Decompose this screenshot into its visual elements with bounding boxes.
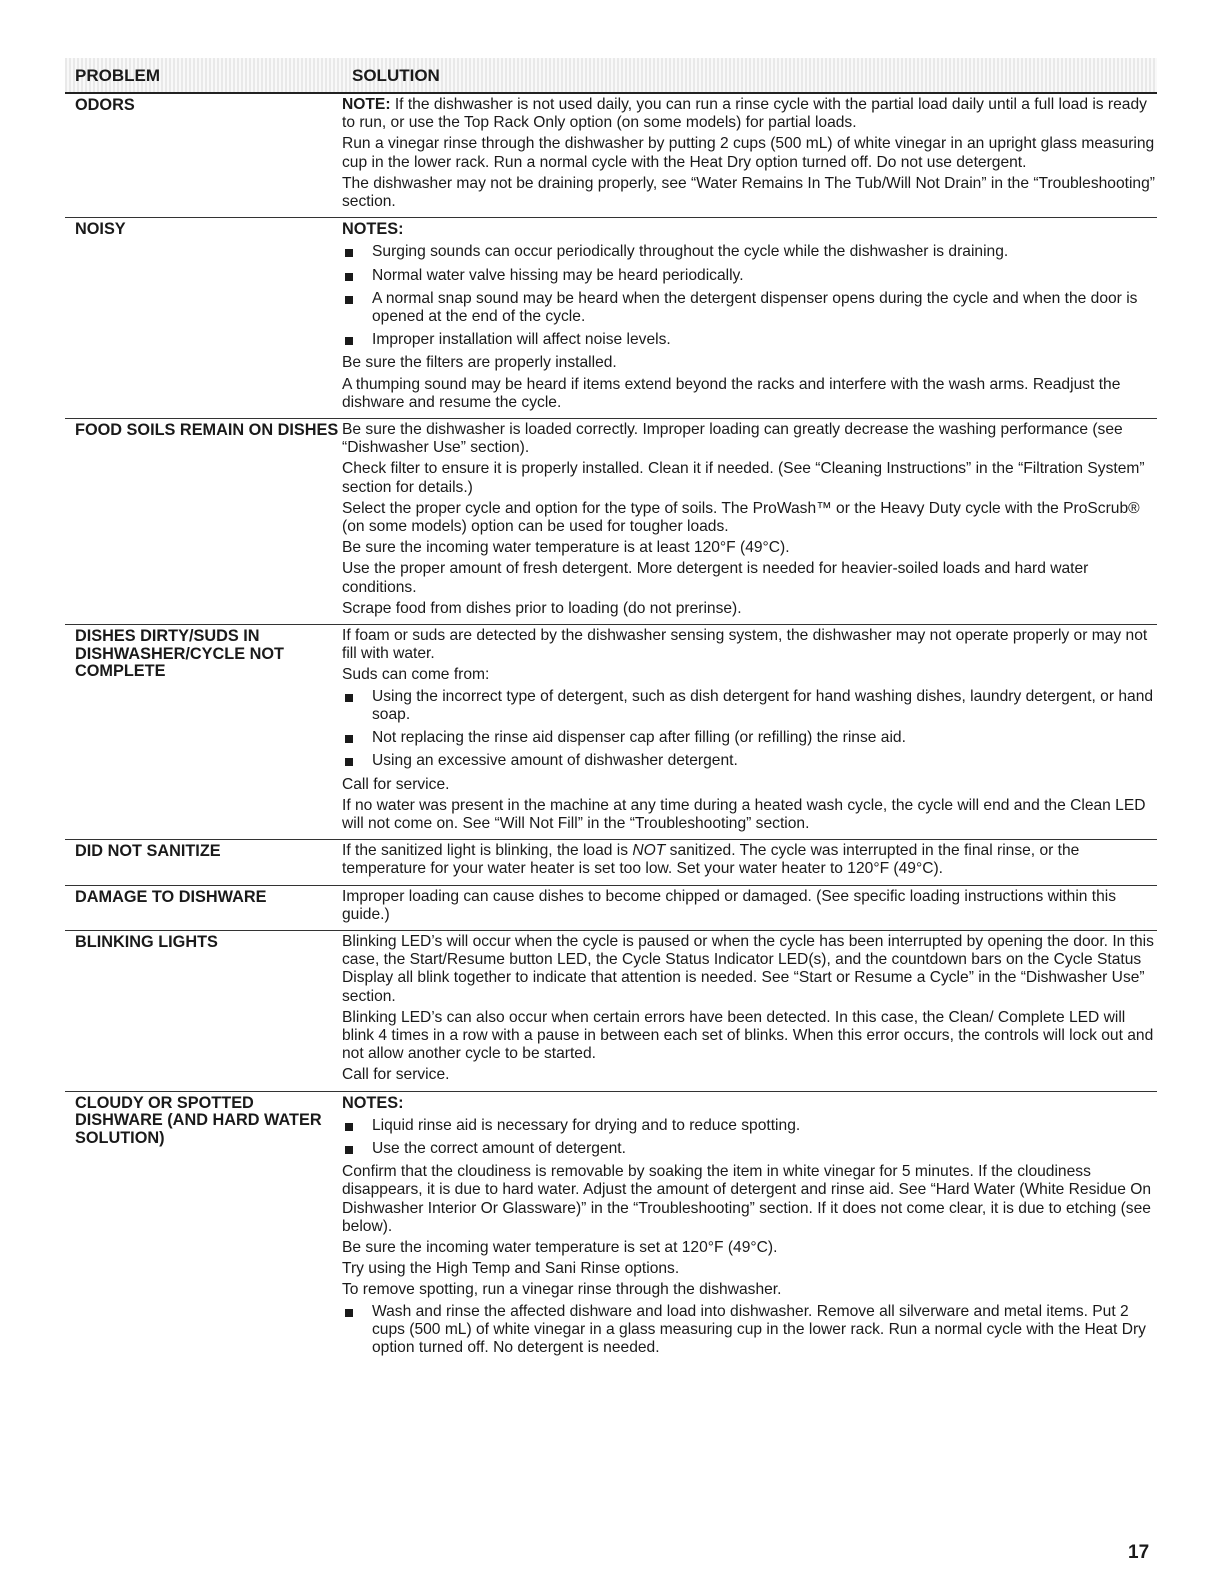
solution-paragraph <box>342 776 1157 794</box>
solution-column-header: SOLUTION <box>352 66 440 85</box>
page-number: 17 <box>1128 1542 1150 1563</box>
solution-paragraph <box>342 842 1157 878</box>
solution-paragraph <box>342 1239 1157 1257</box>
bullet-item: Wash and rinse the affected dishware and load into dishwasher. Remove all silverware and metal items. Put 2 cups (500 mL) of white vinegar in a glass measuring cup in the lower rack. Run a normal cycle with the Heat Dry option turned off. No detergent is needed. <box>342 1303 1157 1358</box>
paragraph-text: If foam or suds are detected by the dishwasher sensing system, the dishwasher may not operate properly or may not fill with water. <box>342 627 1148 663</box>
solution-paragraph <box>342 1163 1157 1236</box>
solution-cell <box>342 1094 1157 1363</box>
solution-cell <box>342 96 1157 214</box>
paragraph-text: Select the proper cycle and option for the type of soils. The ProWash™ or the Heavy Duty cycle with the ProScrub® (on some models) option can be used for tougher loads. <box>342 499 1140 536</box>
solution-cell <box>342 933 1157 1088</box>
solution-paragraph <box>342 797 1157 833</box>
solution-paragraph <box>342 888 1157 924</box>
paragraph-text: Check filter to ensure it is properly installed. Clean it if needed. (See “Cleaning Instructions” in the “Filtration System” section for details.) <box>342 460 1145 496</box>
paragraph-text: If the sanitized light is blinking, the load is <box>342 842 633 860</box>
solution-paragraph <box>342 1009 1157 1064</box>
bullet-item: Liquid rinse aid is necessary for drying and to reduce spotting. <box>342 1117 1157 1135</box>
paragraph-text: Improper loading can cause dishes to become chipped or damaged. (See specific loading instructions within this guide.) <box>342 887 1117 923</box>
bullet-item: Use the correct amount of detergent. <box>342 1140 1157 1158</box>
paragraph-text: Try using the High Temp and Sani Rinse options. <box>342 1260 680 1278</box>
table-row <box>65 218 1157 419</box>
paragraph-text: Blinking LED’s can also occur when certain errors have been detected. In this case, the Clean/ Complete LED will blink 4 times in a row with a pause in between each set of blinks. When this error occurs, the controls will lock out and not allow another cycle to be started. <box>342 1008 1154 1063</box>
solution-paragraph <box>342 354 1157 372</box>
bullet-item: Normal water valve hissing may be heard periodically. <box>342 267 1157 285</box>
table-row <box>65 419 1157 625</box>
paragraph-text: To remove spotting, run a vinegar rinse through the dishwasher. <box>342 1281 782 1299</box>
troubleshooting-table <box>65 58 1157 1365</box>
solution-paragraph <box>342 1260 1157 1278</box>
solution-paragraph <box>342 1066 1157 1084</box>
table-row <box>65 94 1157 218</box>
problem-label: DAMAGE TO DISHWARE <box>75 887 267 906</box>
paragraph-text: Be sure the dishwasher is loaded correctly. Improper loading can greatly decrease the washing performance (see “Dishwasher Use” section). <box>342 421 1123 457</box>
paragraph-text: sanitized. The cycle was interrupted in the final rinse, or the temperature for your water heater is set too low. Set your water heater to 120°F (49°C). <box>342 842 1080 878</box>
bullet-item: Using the incorrect type of detergent, such as dish detergent for hand washing dishes, laundry detergent, or hand soap. <box>342 688 1157 724</box>
paragraph-text: Scrape food from dishes prior to loading (do not prerinse). <box>342 599 742 617</box>
table-body <box>65 94 1157 1365</box>
paragraph-text: A thumping sound may be heard if items extend beyond the racks and interfere with the wash arms. Readjust the dishware and resume the cycle. <box>342 375 1121 411</box>
problem-label: NOISY <box>75 220 126 239</box>
solution-paragraph <box>342 421 1157 457</box>
paragraph-text: Blinking LED’s will occur when the cycle is paused or when the cycle has been interrupted by opening the door. In this case, the Start/Resume button LED, the Cycle Status Indicator LED(s), and the countdown bars on the Cycle Status Display all blink together to indicate that attention is needed. See “Start or Resume a Cycle” in the “Dishwasher Use” section. <box>342 932 1154 1005</box>
bullet-item: Surging sounds can occur periodically throughout the cycle while the dishwasher is draining. <box>342 243 1157 261</box>
solution-paragraph <box>342 666 1157 684</box>
solution-paragraph <box>342 933 1157 1006</box>
table-row <box>65 625 1157 840</box>
notes-heading: NOTES: <box>342 220 404 239</box>
solution-cell <box>342 421 1157 621</box>
problem-label: DID NOT SANITIZE <box>75 842 221 861</box>
table-row <box>65 931 1157 1092</box>
problem-label: DISHES DIRTY/SUDS IN DISHWASHER/CYCLE NOT COMPLETE <box>75 627 284 681</box>
problem-label: ODORS <box>75 96 135 114</box>
note-label: NOTE: <box>342 96 391 113</box>
paragraph-text: Suds can come from: <box>342 666 490 684</box>
emphasis-text: NOT <box>632 842 666 860</box>
solution-paragraph <box>342 1281 1157 1299</box>
paragraph-text: Call for service. <box>342 775 450 793</box>
solution-paragraph <box>342 460 1157 496</box>
solution-cell <box>342 842 1157 881</box>
solution-cell <box>342 220 1157 415</box>
paragraph-text: The dishwasher may not be draining properly, see “Water Remains In The Tub/Will Not Drain” in the “Troubleshooting” section. <box>342 174 1155 211</box>
table-row <box>65 886 1157 931</box>
bullet-item: Using an excessive amount of dishwasher detergent. <box>342 752 1157 770</box>
problem-label: CLOUDY OR SPOTTED DISHWARE (AND HARD WATER SOLUTION) <box>75 1093 322 1147</box>
paragraph-text: Be sure the incoming water temperature is set at 120°F (49°C). <box>342 1238 778 1256</box>
bullet-item: A normal snap sound may be heard when the detergent dispenser opens during the cycle and when the door is opened at the end of the cycle. <box>342 290 1157 326</box>
notes-heading: NOTES: <box>342 1093 404 1112</box>
problem-label: FOOD SOILS REMAIN ON DISHES <box>75 421 339 440</box>
paragraph-text: If no water was present in the machine at any time during a heated wash cycle, the cycle will end and the Clean LED will not come on. See “Will Not Fill” in the “Troubleshooting” section. <box>342 796 1146 832</box>
solution-paragraph <box>342 500 1157 536</box>
table-row <box>65 1092 1157 1366</box>
solution-paragraph <box>342 175 1157 211</box>
paragraph-text: Be sure the incoming water temperature is at least 120°F (49°C). <box>342 539 790 557</box>
solution-paragraph <box>342 135 1157 171</box>
solution-paragraph <box>342 96 1157 132</box>
bullet-item: Not replacing the rinse aid dispenser cap after filling (or refilling) the rinse aid. <box>342 729 1157 747</box>
solution-paragraph <box>342 376 1157 412</box>
solution-cell <box>342 888 1157 927</box>
solution-paragraph <box>342 560 1157 596</box>
solution-paragraph <box>342 539 1157 557</box>
paragraph-text: If the dishwasher is not used daily, you can run a rinse cycle with the partial load daily until a full load is ready to run, or use the Top Rack Only option (on some models) for partial loads. <box>342 96 1147 132</box>
problem-column-header: PROBLEM <box>75 66 160 85</box>
bullet-item: Improper installation will affect noise levels. <box>342 331 1157 349</box>
table-header <box>65 58 1157 94</box>
paragraph-text: Run a vinegar rinse through the dishwasher by putting 2 cups (500 mL) of white vinegar in an upright glass measuring cup in the lower rack. Run a normal cycle with the Heat Dry option turned off. Do not use detergent. <box>342 135 1155 171</box>
solution-cell <box>342 627 1157 836</box>
paragraph-text: Be sure the filters are properly installed. <box>342 354 617 372</box>
problem-label: BLINKING LIGHTS <box>75 932 218 951</box>
solution-paragraph <box>342 600 1157 618</box>
table-row <box>65 840 1157 885</box>
paragraph-text: Use the proper amount of fresh detergent. More detergent is needed for heavier-soiled loads and hard water conditions. <box>342 560 1089 596</box>
solution-paragraph <box>342 627 1157 663</box>
paragraph-text: Call for service. <box>342 1066 450 1084</box>
paragraph-text: Confirm that the cloudiness is removable by soaking the item in white vinegar for 5 minutes. If the cloudiness disappears, it is due to hard water. Adjust the amount of detergent and rinse aid. See “Hard Water (White Residue On Dishwasher Interior Or Glassware)” in the “Troubleshooting” section. If it does not come clear, it is due to etching (see below). <box>342 1163 1152 1235</box>
